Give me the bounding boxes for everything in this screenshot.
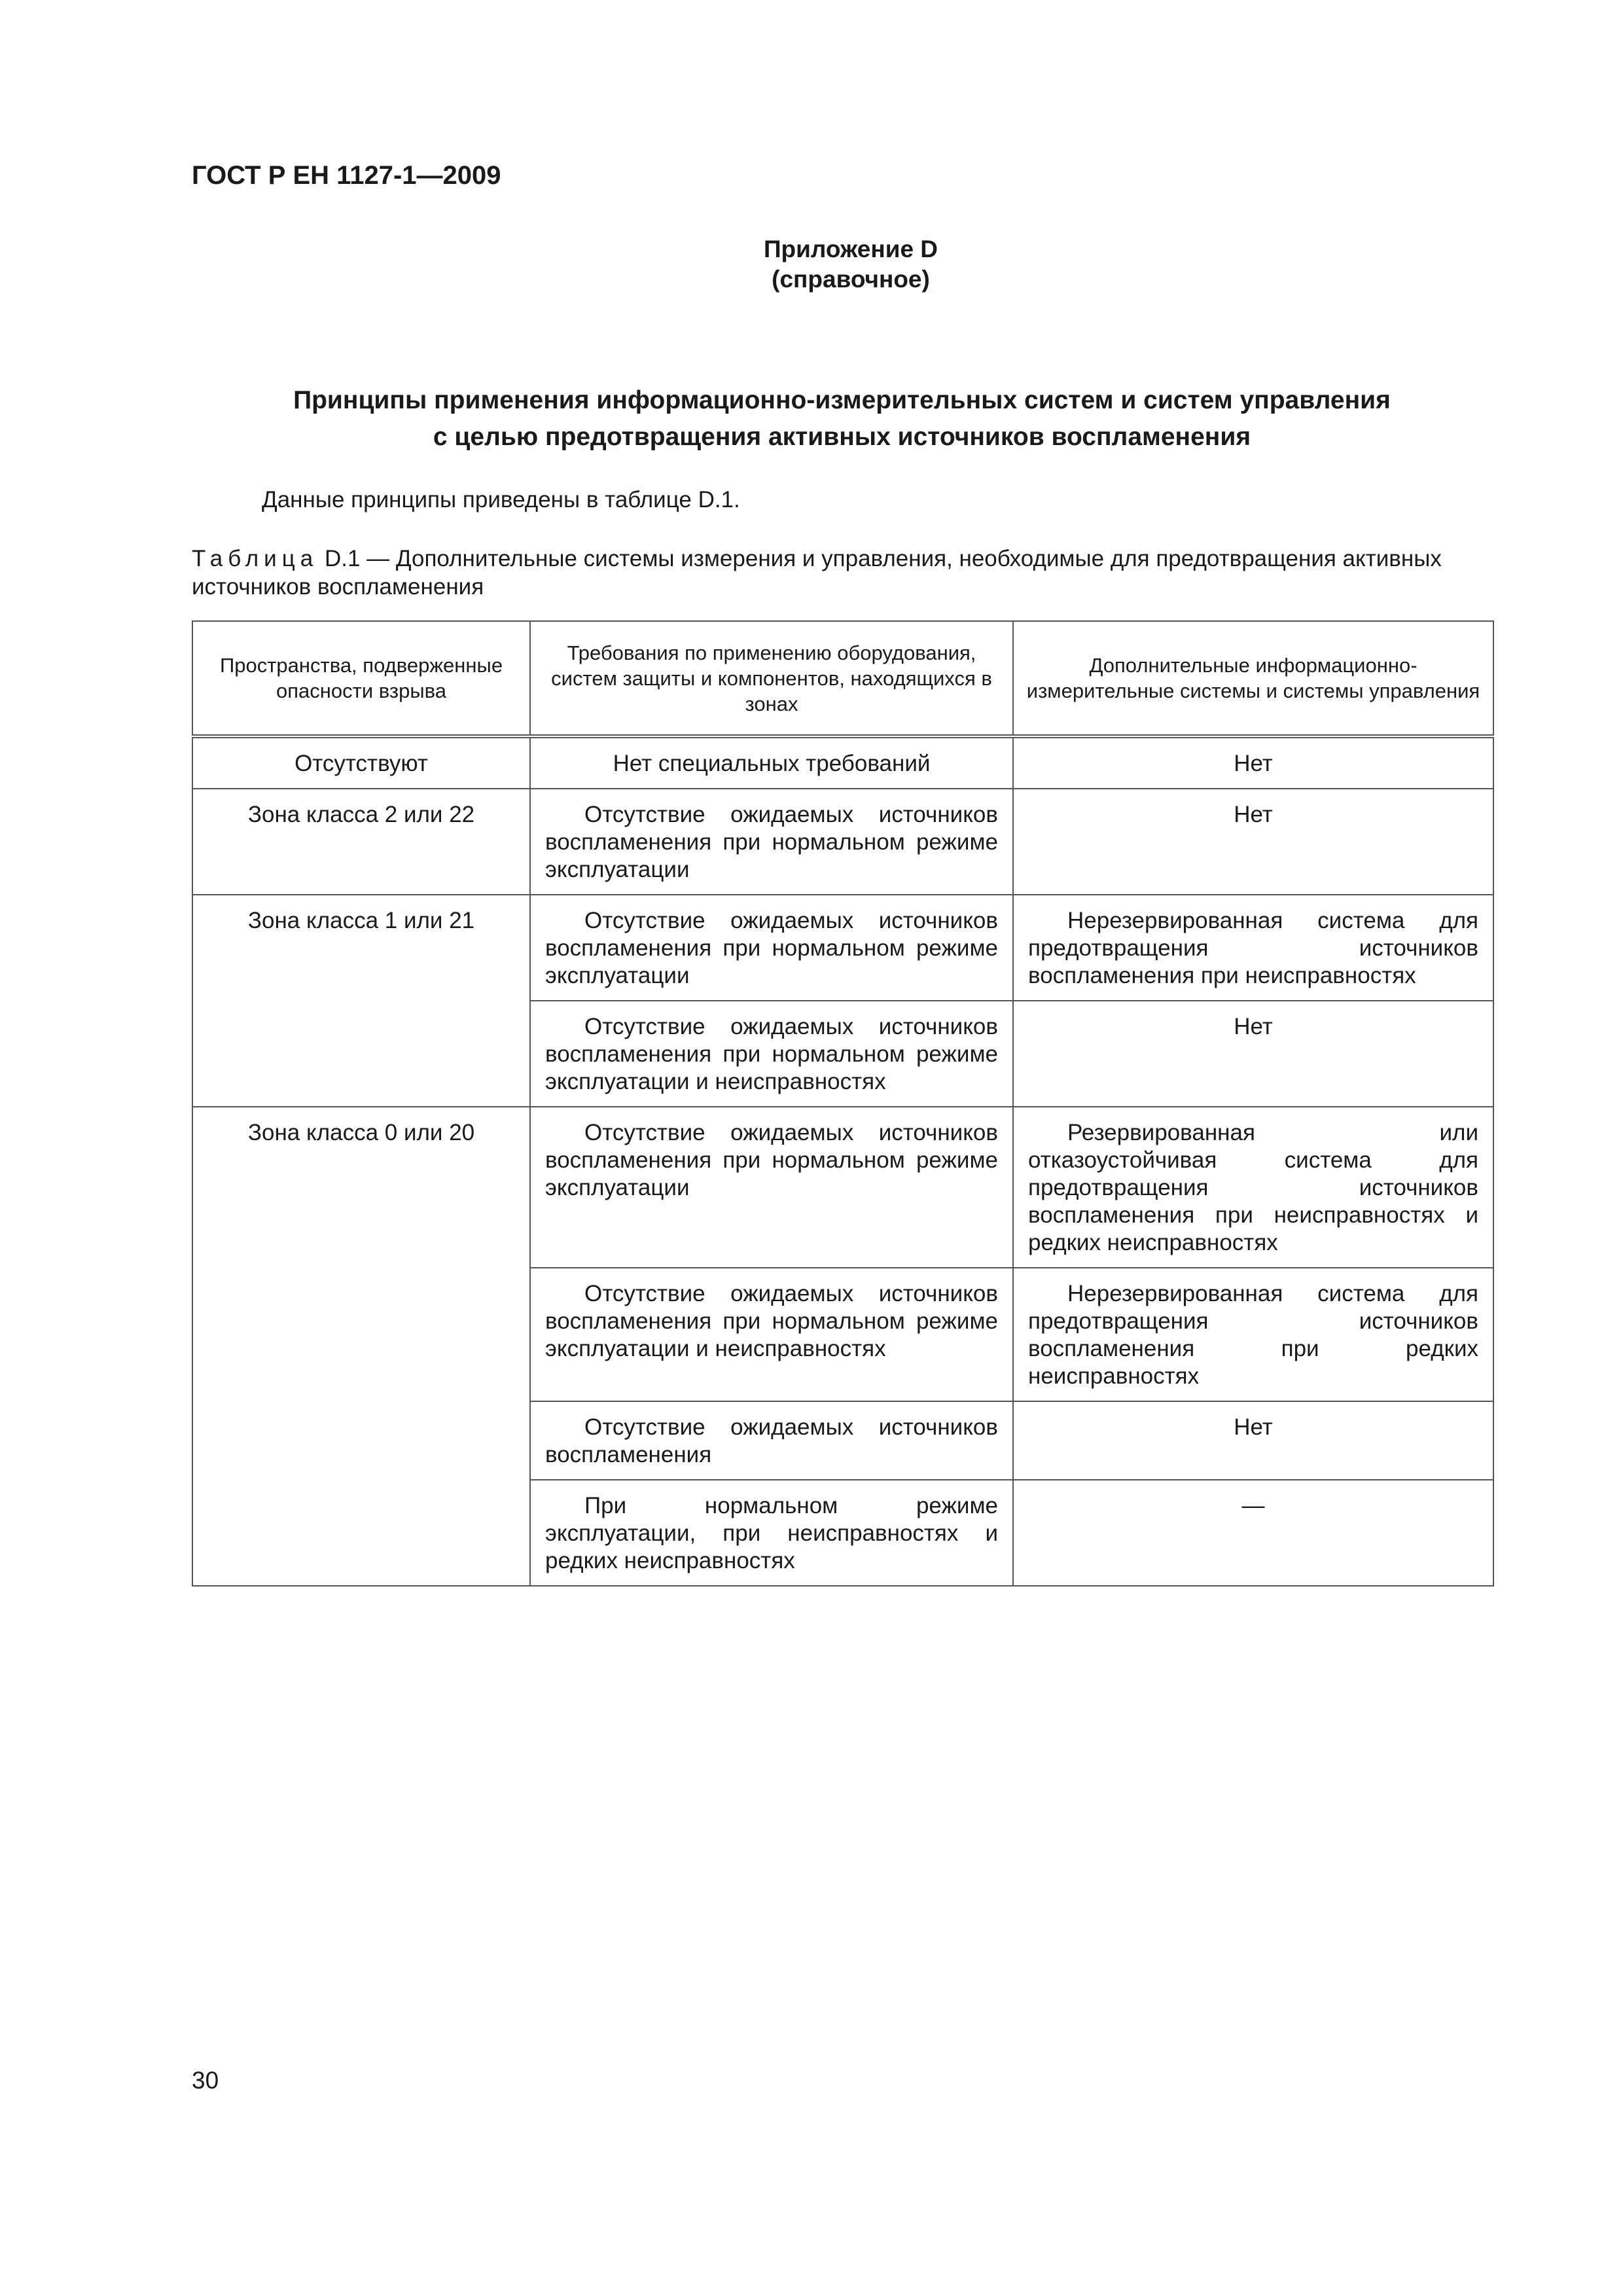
principles-table: [192, 620, 1494, 1587]
table-header-row: [192, 621, 1493, 736]
zone-cell: Зона класса 1 или 21: [192, 895, 530, 1107]
table-row: [192, 1107, 1493, 1268]
page-title-line-1: Принципы применения информационно-измерительных систем и систем управления: [293, 386, 1391, 414]
system-cell: —: [1013, 1480, 1493, 1586]
system-cell: Нет: [1013, 1401, 1493, 1480]
system-cell: Нет: [1013, 736, 1493, 789]
document-code: ГОСТ Р ЕН 1127-1—2009: [192, 161, 501, 190]
requirement-cell: Отсутствие ожидаемых источников воспламенения при нормальном режиме эксплуатации и неисправностях: [530, 1268, 1013, 1401]
zone-cell: Отсутствуют: [192, 736, 530, 789]
requirement-cell: Нет специальных требований: [530, 736, 1013, 789]
annex-kind: (справочное): [772, 266, 930, 293]
header-requirement: Требования по применению оборудования, систем защиты и компонентов, находящихся в зонах: [530, 621, 1013, 736]
zone-cell: Зона класса 2 или 22: [192, 789, 530, 895]
table-row: [192, 895, 1493, 1001]
annex-title: Приложение D: [763, 236, 938, 262]
intro-paragraph: Данные принципы приведены в таблице D.1.: [262, 487, 740, 512]
table-caption: [192, 545, 1492, 601]
requirement-cell: Отсутствие ожидаемых источников воспламенения: [530, 1401, 1013, 1480]
page-title-line-2: с целью предотвращения активных источников воспламенения: [433, 423, 1251, 451]
requirement-cell: Отсутствие ожидаемых источников воспламенения при нормальном режиме эксплуатации: [530, 789, 1013, 895]
table-caption-text: D.1 — Дополнительные системы измерения и управления, необходимые для предотвращения активных источников воспламенения: [192, 546, 1442, 600]
system-cell: Нет: [1013, 1001, 1493, 1107]
system-cell: Нерезервированная система для предотвращения источников воспламенения при неисправностях: [1013, 895, 1493, 1001]
zone-cell: Зона класса 0 или 20: [192, 1107, 530, 1586]
requirement-cell: Отсутствие ожидаемых источников воспламенения при нормальном режиме эксплуатации: [530, 895, 1013, 1001]
table-row: [192, 789, 1493, 895]
system-cell: Нет: [1013, 789, 1493, 895]
page-title: [192, 382, 1492, 456]
system-cell: Резервированная или отказоустойчивая система для предотвращения источников воспламенения при неисправностях и редких неисправностях: [1013, 1107, 1493, 1268]
requirement-cell: Отсутствие ожидаемых источников воспламенения при нормальном режиме эксплуатации и неисправностях: [530, 1001, 1013, 1107]
header-system: Дополнительные информационно-измерительные системы и системы управления: [1013, 621, 1493, 736]
requirement-cell: Отсутствие ожидаемых источников воспламенения при нормальном режиме эксплуатации: [530, 1107, 1013, 1268]
requirement-cell: При нормальном режиме эксплуатации, при неисправностях и редких неисправностях: [530, 1480, 1013, 1586]
system-cell: Нерезервированная система для предотвращения источников воспламенения при редких неисправностях: [1013, 1268, 1493, 1401]
header-zone: Пространства, подверженные опасности взрыва: [192, 621, 530, 736]
table-caption-label: Таблица: [192, 546, 319, 571]
page-number: 30: [192, 2067, 219, 2094]
table-row: [192, 736, 1493, 789]
